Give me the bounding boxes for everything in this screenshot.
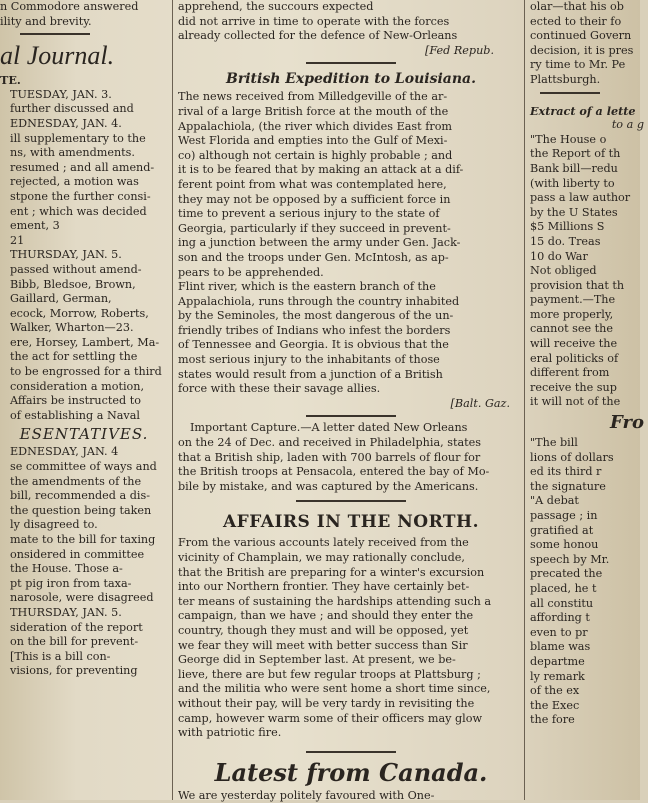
text-line: apprehend, the succours expected bbox=[178, 0, 374, 13]
text-line: different from bbox=[530, 366, 610, 380]
text-line: mate to the bill for taxing bbox=[10, 533, 156, 546]
article-body bbox=[178, 789, 524, 803]
text-line: resumed ; and all amend- bbox=[10, 160, 155, 174]
text-line: co) although not certain is highly probable ; and bbox=[178, 148, 453, 162]
text-line: on the bill for prevent- bbox=[10, 635, 139, 649]
divider bbox=[306, 62, 396, 64]
text-line: ected to their fo bbox=[530, 14, 622, 28]
text-line: states would result from a junction of a British bbox=[178, 367, 443, 381]
text-line: Walker, Wharton—23. bbox=[10, 321, 134, 335]
text-line: George did in September last. At present, we be- bbox=[178, 653, 456, 667]
text-line: blame was bbox=[530, 640, 591, 654]
text-line: time to prevent a serious injury to the state of bbox=[178, 207, 440, 221]
divider bbox=[296, 500, 406, 502]
text-line: already collected for the defence of New-Orleans bbox=[178, 29, 458, 43]
text-line: Appalachiola, runs through the country inhabited bbox=[178, 294, 460, 308]
middle-column bbox=[178, 0, 524, 800]
text-line: bile by mistake, and was captured by the Americans. bbox=[178, 479, 479, 493]
text-line: affording t bbox=[530, 611, 590, 625]
text-line: receive the sup bbox=[530, 380, 617, 394]
text-line: most serious injury to the inhabitants of those bbox=[178, 353, 440, 367]
text-line: Affairs be instructed to bbox=[10, 394, 141, 408]
text-line: Important Capture.—A letter dated New Orleans bbox=[190, 421, 468, 435]
text-line: of Tennessee and Georgia. It is obvious that the bbox=[178, 338, 449, 352]
left-top-line: ility and brevity. bbox=[0, 14, 92, 28]
text-line: on the 24 of Dec. and received in Philadelphia, states bbox=[178, 436, 482, 450]
text-line: by the Seminoles, the most dangerous of the un- bbox=[178, 309, 454, 323]
text-line: country, though they must and will be opposed, yet bbox=[178, 623, 469, 637]
section-heading: ESENTATIVES. bbox=[19, 425, 149, 444]
text-line: force with these their savage allies. bbox=[178, 382, 381, 396]
text-line: the amendments of the bbox=[10, 474, 142, 488]
text-line: ly disagreed to. bbox=[10, 518, 98, 532]
right-column bbox=[522, 0, 648, 800]
text-line: ry time to Mr. Pe bbox=[530, 58, 626, 72]
text-line: that the British are preparing for a winter's excursion bbox=[178, 565, 485, 579]
article-body bbox=[178, 421, 524, 494]
text-line: Plattsburgh. bbox=[530, 72, 601, 86]
left-entries bbox=[0, 88, 168, 424]
text-line: From the various accounts lately received from the bbox=[178, 536, 469, 550]
extract-title: Extract of a lette bbox=[530, 103, 636, 118]
text-line: into our Northern frontier. They have certainly bet- bbox=[178, 580, 470, 594]
text-line: continued Govern bbox=[530, 29, 632, 43]
text-line: cannot see the bbox=[530, 322, 613, 336]
article-source: [Balt. Gaz. bbox=[450, 396, 510, 410]
text-line: did not arrive in time to operate with the forces bbox=[178, 14, 450, 28]
text-line: all constitu bbox=[530, 596, 594, 610]
text-line: placed, he t bbox=[530, 581, 597, 595]
text-line: "A debat bbox=[530, 494, 579, 508]
text-line: THURSDAY, JAN. 5. bbox=[10, 605, 122, 619]
text-line: 10 do War bbox=[530, 249, 588, 263]
divider bbox=[306, 415, 396, 417]
text-line: TUESDAY, JAN. 3. bbox=[10, 87, 112, 101]
text-line: Georgia, particularly if they succeed in prevent- bbox=[178, 221, 451, 235]
text-line: we fear they will meet with better success than Sir bbox=[178, 638, 468, 652]
text-line: pt pig iron from taxa- bbox=[10, 576, 132, 590]
text-line: Bank bill—redu bbox=[530, 161, 618, 175]
section-body bbox=[530, 436, 648, 728]
text-line: Flint river, which is the eastern branch of the bbox=[178, 280, 436, 294]
text-line: more properly, bbox=[530, 307, 614, 321]
text-line: even to pr bbox=[530, 625, 588, 639]
text-line: bill, recommended a dis- bbox=[10, 489, 151, 503]
text-line: "The bill bbox=[530, 436, 578, 450]
text-line: friendly tribes of Indians who infest the borders bbox=[178, 323, 451, 337]
article-title: British Expedition to Louisiana. bbox=[226, 71, 476, 88]
article-body bbox=[178, 536, 524, 740]
section-heading: Fro bbox=[610, 412, 644, 434]
text-line: the House. Those a- bbox=[10, 562, 123, 576]
masthead-title: al Journal. bbox=[0, 41, 115, 71]
text-line: ed its third r bbox=[530, 465, 602, 479]
text-line: ent ; which was decided bbox=[10, 204, 147, 218]
text-line: 15 do. Treas bbox=[530, 234, 601, 248]
text-line: stpone the further consi- bbox=[10, 189, 151, 203]
section-label: TE. bbox=[0, 73, 21, 88]
text-line: son and the troops under Gen. McIntosh, as ap- bbox=[178, 250, 449, 264]
text-line: Gaillard, German, bbox=[10, 292, 112, 306]
text-line: 21 bbox=[10, 233, 25, 247]
text-line: further discussed and bbox=[10, 102, 134, 116]
article-title: Latest from Canada. bbox=[214, 757, 488, 787]
text-line: some honou bbox=[530, 538, 599, 552]
text-line: passage ; in bbox=[530, 509, 598, 522]
right-top-lines bbox=[530, 0, 648, 88]
text-line: with patriotic fire. bbox=[178, 726, 282, 740]
text-line: it will not of the bbox=[530, 395, 621, 409]
text-line: ferent point from what was contemplated here, bbox=[178, 177, 447, 191]
text-line: [This is a bill con- bbox=[10, 649, 111, 663]
text-line: the act for settling the bbox=[10, 350, 138, 364]
extract-subtitle: to a g bbox=[611, 118, 644, 132]
left-top-line: n Commodore answered bbox=[0, 0, 139, 13]
text-line: olar—that his ob bbox=[530, 0, 624, 13]
text-line: the British troops at Pensacola, entered the bay of Mo- bbox=[178, 465, 490, 479]
text-line: decision, it is pres bbox=[530, 43, 634, 57]
text-line: visions, for preventing bbox=[10, 664, 138, 678]
text-line: and the militia who were sent home a short time since, bbox=[178, 682, 491, 696]
column-rule bbox=[172, 0, 173, 800]
text-line: sideration of the report bbox=[10, 620, 143, 634]
text-line: lions of dollars bbox=[530, 450, 614, 464]
text-line: payment.—The bbox=[530, 293, 616, 307]
left-entries-2 bbox=[0, 445, 168, 679]
text-line: speech by Mr. bbox=[530, 552, 610, 566]
article-body bbox=[178, 90, 524, 396]
text-line: campaign, than we have ; and should they enter the bbox=[178, 609, 474, 623]
text-line: se committee of ways and bbox=[10, 460, 157, 474]
text-line: (with liberty to bbox=[530, 176, 615, 190]
text-line: ement, 3 bbox=[10, 219, 60, 233]
text-line: consideration a motion, bbox=[10, 379, 145, 393]
text-line: ter means of sustaining the hardships attending such a bbox=[178, 594, 492, 608]
text-line: The news received from Milledgeville of the ar- bbox=[178, 90, 448, 104]
text-line: pass a law author bbox=[530, 191, 631, 205]
text-line: EDNESDAY, JAN. 4. bbox=[10, 116, 122, 130]
text-line: ere, Horsey, Lambert, Ma- bbox=[10, 335, 160, 349]
text-line: lieve, there are but few regular troops at Plattsburg ; bbox=[178, 667, 481, 681]
text-line: THURSDAY, JAN. 5. bbox=[10, 248, 122, 262]
text-line: without their pay, will be very tardy in revisiting the bbox=[178, 696, 475, 710]
text-line: passed without amend- bbox=[10, 262, 142, 276]
divider bbox=[306, 751, 396, 753]
text-line: rejected, a motion was bbox=[10, 175, 139, 189]
text-line: $5 Millions S bbox=[530, 220, 605, 234]
text-line: by the U States bbox=[530, 205, 618, 219]
text-line: of establishing a Naval bbox=[10, 408, 140, 422]
text-line: Not obliged bbox=[530, 264, 597, 278]
text-line: that a British ship, laden with 700 barrels of flour for bbox=[178, 450, 481, 464]
text-line: will receive the bbox=[530, 337, 618, 351]
text-line: the question being taken bbox=[10, 503, 152, 517]
divider bbox=[20, 33, 90, 35]
intro-source: [Fed Repub. bbox=[425, 43, 494, 57]
text-line: gratified at bbox=[530, 523, 594, 537]
text-line: EDNESDAY, JAN. 4 bbox=[10, 445, 119, 459]
text-line: it is to be feared that by making an attack at a dif- bbox=[178, 163, 464, 177]
text-line: Bibb, Bledsoe, Brown, bbox=[10, 277, 136, 291]
text-line: departme bbox=[530, 654, 585, 668]
text-line: West Florida and empties into the Gulf of Mexi- bbox=[178, 134, 448, 148]
text-line: ing a junction between the army under Gen. Jack- bbox=[178, 236, 461, 250]
text-line: Appalachiola, (the river which divides East from bbox=[178, 119, 453, 133]
text-line: camp, however warm some of their officers may glow bbox=[178, 711, 483, 725]
text-line: ecock, Morrow, Roberts, bbox=[10, 306, 149, 320]
text-line: eral politicks of bbox=[530, 351, 619, 365]
text-line: the signature bbox=[530, 479, 606, 493]
text-line: "The House o bbox=[530, 132, 607, 146]
text-line: the Report of th bbox=[530, 147, 621, 161]
article-title: AFFAIRS IN THE NORTH. bbox=[222, 512, 480, 533]
left-column bbox=[0, 0, 168, 800]
text-line: they may not be opposed by a sufficient force in bbox=[178, 192, 451, 206]
divider bbox=[540, 92, 600, 94]
text-line: onsidered in committee bbox=[10, 547, 145, 561]
text-line: narosole, were disagreed bbox=[10, 591, 154, 605]
text-line: ill supplementary to the bbox=[10, 131, 146, 145]
extract-body bbox=[530, 133, 648, 410]
text-line: ns, with amendments. bbox=[10, 146, 135, 160]
text-line: of the ex bbox=[530, 684, 580, 698]
text-line: vicinity of Champlain, we may rationally conclude, bbox=[178, 551, 465, 564]
text-line: pears to be apprehended. bbox=[178, 265, 324, 279]
text-line: to be engrossed for a third bbox=[10, 365, 162, 379]
text-line: We are yesterday politely favoured with One- bbox=[178, 788, 435, 802]
text-line: precated the bbox=[530, 567, 603, 581]
text-line: provision that th bbox=[530, 278, 625, 292]
text-line: the Exec bbox=[530, 698, 580, 712]
text-line: the fore bbox=[530, 713, 575, 727]
text-line: ly remark bbox=[530, 669, 585, 683]
intro-paragraph bbox=[178, 0, 524, 44]
text-line: rival of a large British force at the mouth of the bbox=[178, 104, 449, 118]
